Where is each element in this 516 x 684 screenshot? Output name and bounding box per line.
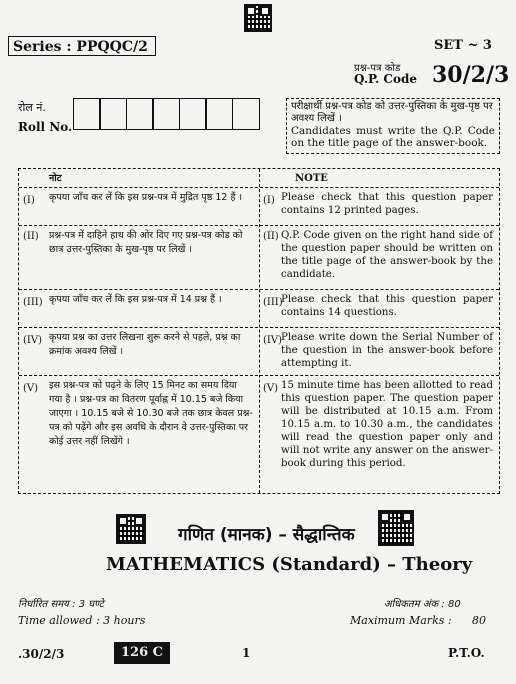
roll-digit-box[interactable] xyxy=(99,98,127,130)
roll-digit-box[interactable] xyxy=(126,98,154,130)
note-number: (IV) xyxy=(23,335,42,346)
candidate-instruction-english: Candidates must write the Q.P. Code on the title page of the answer-book. xyxy=(291,125,495,149)
note-number: (II) xyxy=(23,231,39,242)
note-number: (V) xyxy=(263,383,279,394)
note-english-4: Please write down the Serial Number of the question in the answer-book before attempting it. xyxy=(281,332,493,369)
note-hindi-1: कृपया जाँच कर लें कि इस प्रश्न-पत्र में मुद्रित पृष्ठ 12 हैं । xyxy=(49,192,243,203)
roll-label-hindi: रोल नं. xyxy=(18,101,46,114)
pto-label: P.T.O. xyxy=(448,646,485,660)
note-hindi-2: प्रश्न-पत्र में दाहिने हाथ की ओर दिए गए प्रश्न-पत्र कोड को छात्र उत्तर-पुस्तिका के मुख-पृष्ठ पर लिखें । xyxy=(49,230,243,255)
roll-digit-box[interactable] xyxy=(152,98,180,130)
note-hindi-5: इस प्रश्न-पत्र को पढ़ने के लिए 15 मिनट का समय दिया गया है । प्रश्न-पत्र का वितरण पूर्वाह्न में 10.15 बजे किया जाएगा । 10.15 बजे से 10.30 बजे तक छात्र केवल प्रश्न-पत्र को पढ़ेंगे और इस अवधि के दौरान वे उत्तर-पुस्तिका पर कोई उत्तर नहीं लिखेंगे । xyxy=(49,380,253,447)
qp-code-value: 30/2/3 xyxy=(432,62,510,88)
note-heading-english: NOTE xyxy=(295,173,328,184)
note-number: (I) xyxy=(263,195,275,206)
note-english-3: Please check that this question paper contains 14 questions. xyxy=(281,294,493,318)
subject-title: MATHEMATICS (Standard) – Theory xyxy=(106,554,473,575)
note-number: (II) xyxy=(263,231,279,242)
note-english-1: Please check that this question paper contains 12 printed pages. xyxy=(281,192,493,216)
page-number: 1 xyxy=(242,646,251,660)
series-label: Series : PPQQC/2 xyxy=(8,36,156,56)
max-marks-hindi: अधिकतम अंक : 80 xyxy=(384,599,461,610)
footer-badge: 126 C xyxy=(114,642,170,664)
note-number: (III) xyxy=(23,297,43,308)
candidate-instruction-hindi: परीक्षार्थी प्रश्न-पत्र कोड को उत्तर-पुस्तिका के मुख-पृष्ठ पर अवश्य लिखें । xyxy=(291,101,493,124)
note-number: (IV) xyxy=(263,335,282,346)
note-hindi-4: कृपया प्रश्न का उत्तर लिखना शुरू करने से पहले, प्रश्न का क्रमांक अवश्य लिखें । xyxy=(49,332,241,357)
roll-label: Roll No. xyxy=(18,120,73,134)
roll-digit-box[interactable] xyxy=(179,98,207,130)
set-label: SET ~ 3 xyxy=(434,38,492,53)
roll-number-boxes[interactable] xyxy=(74,98,260,130)
qp-code-label: Q.P. Code xyxy=(354,72,418,86)
time-allowed: Time allowed : 3 hours xyxy=(18,614,146,627)
candidate-instruction-box xyxy=(286,98,500,154)
subject-title-hindi: गणित (मानक) – सैद्धान्तिक xyxy=(178,525,355,545)
max-marks-value: 80 xyxy=(472,614,486,627)
roll-digit-box[interactable] xyxy=(232,98,260,130)
note-hindi-3: कृपया जाँच कर लें कि इस प्रश्न-पत्र में 14 प्रश्न हैं । xyxy=(49,294,222,305)
max-marks-label: Maximum Marks : xyxy=(350,614,452,627)
note-number: (III) xyxy=(263,297,283,308)
note-number: (V) xyxy=(23,383,39,394)
note-number: (I) xyxy=(23,195,35,206)
qp-code-hindi: प्रश्न-पत्र कोड xyxy=(354,63,401,74)
note-english-2: Q.P. Code given on the right hand side of the question paper should be written on the title page of the answer-book by the candidate. xyxy=(281,230,493,280)
roll-digit-box[interactable] xyxy=(73,98,101,130)
note-english-5: 15 minute time has been allotted to read this question paper. The question paper will be distributed at 10.15 a.m. From 10.15 a.m. to 10.30 a.m., the candidates will read the question paper only and will not write any answer on the answer-book during this period. xyxy=(281,380,493,469)
roll-digit-box[interactable] xyxy=(205,98,233,130)
note-heading-hindi: नोट xyxy=(49,173,62,184)
notes-table xyxy=(18,168,500,494)
qr-code-icon xyxy=(116,514,146,544)
qr-code-icon xyxy=(378,510,414,546)
qr-code-icon xyxy=(244,4,272,32)
footer-code: .30/2/3 xyxy=(18,647,65,661)
time-allowed-hindi: निर्धारित समय : 3 घण्टे xyxy=(18,599,104,610)
